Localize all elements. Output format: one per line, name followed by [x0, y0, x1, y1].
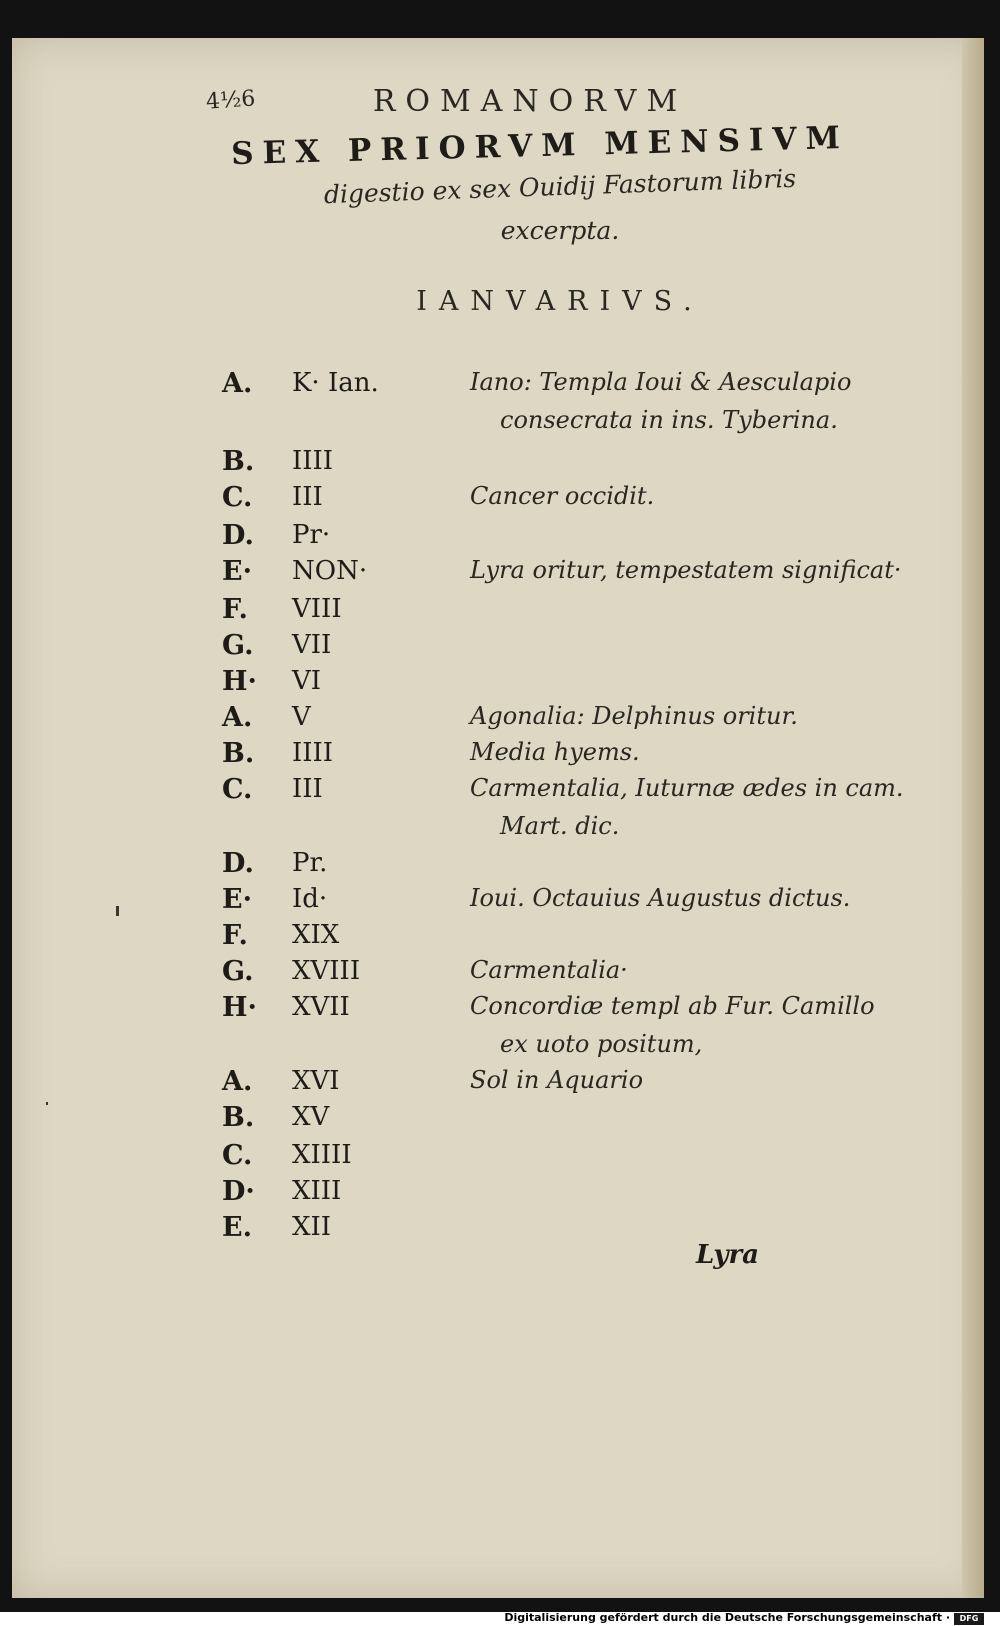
calendar-row	[0, 482, 972, 518]
roman-day: NON·	[292, 556, 368, 586]
calendar-row	[0, 556, 972, 592]
calendar-note: Cancer occidit.	[470, 482, 655, 510]
dominical-letter: D.	[222, 520, 254, 551]
dominical-letter: G.	[222, 630, 254, 661]
calendar-row	[0, 884, 972, 920]
calendar-row	[0, 1102, 972, 1138]
page-title-line-2: SEX PRIORVM MENSIVM	[230, 119, 850, 173]
roman-day: XIII	[292, 1176, 342, 1206]
dominical-letter: F.	[222, 920, 248, 951]
ink-speck	[46, 1102, 48, 1105]
dominical-letter: A.	[222, 1066, 253, 1097]
page-subtitle-line-2: excerpta.	[500, 216, 620, 245]
roman-day: IIII	[292, 738, 334, 768]
dominical-letter: E·	[222, 556, 252, 587]
calendar-row	[0, 1140, 972, 1176]
roman-day: XIIII	[292, 1140, 352, 1170]
ink-speck	[116, 906, 119, 916]
dominical-letter: C.	[222, 482, 253, 513]
dominical-letter: B.	[222, 1102, 255, 1133]
dominical-letter: A.	[222, 368, 253, 399]
calendar-note: Carmentalia·	[470, 956, 628, 984]
dominical-letter: F.	[222, 594, 248, 625]
calendar-note: Carmentalia, Iuturnæ ædes in cam.	[470, 774, 904, 802]
calendar-note: Media hyems.	[470, 738, 640, 766]
roman-day: Pr·	[292, 520, 331, 550]
roman-day: K· Ian.	[292, 368, 379, 398]
page-edge	[962, 38, 984, 1598]
roman-day: XVI	[292, 1066, 340, 1096]
dominical-letter: E·	[222, 884, 252, 915]
page-number: 4½6	[205, 86, 257, 115]
dominical-letter: A.	[222, 702, 253, 733]
roman-day: IIII	[292, 446, 334, 476]
digitization-footer	[0, 1612, 1000, 1626]
calendar-row	[0, 520, 972, 556]
calendar-note: Ioui. Octauius Augustus dictus.	[470, 884, 851, 912]
calendar-note: Iano: Templa Ioui & Aesculapio	[470, 368, 852, 396]
dominical-letter: B.	[222, 446, 255, 477]
dominical-letter: B.	[222, 738, 255, 769]
calendar-note-continuation: Mart. dic.	[500, 812, 620, 840]
roman-day: XIX	[292, 920, 340, 950]
calendar-note: Lyra oritur, tempestatem significat·	[470, 556, 902, 584]
roman-day: XVIII	[292, 956, 361, 986]
calendar-row	[0, 848, 972, 884]
calendar-row	[0, 368, 972, 434]
calendar-row	[0, 1176, 972, 1212]
dominical-letter: C.	[222, 774, 253, 805]
calendar-row	[0, 630, 972, 666]
calendar-row	[0, 1212, 972, 1248]
dominical-letter: H·	[222, 666, 257, 697]
roman-day: XVII	[292, 992, 350, 1022]
calendar-row	[0, 594, 972, 630]
calendar-row	[0, 446, 972, 482]
catchword: Lyra	[696, 1240, 760, 1270]
calendar-note-continuation: consecrata in ins. Tyberina.	[500, 406, 838, 434]
calendar-note-continuation: ex uoto positum,	[500, 1030, 703, 1058]
month-heading: IANVARIVS.	[416, 286, 704, 317]
page-subtitle-line-1: digestio ex sex Ouidij Fastorum libris	[323, 163, 797, 210]
calendar-note: Concordiæ templ ab Fur. Camillo	[470, 992, 875, 1020]
roman-day: VI	[292, 666, 322, 696]
calendar-row	[0, 666, 972, 702]
roman-day: VIII	[292, 594, 342, 624]
roman-day: XII	[292, 1212, 332, 1242]
calendar-row	[0, 774, 972, 840]
roman-day: Id·	[292, 884, 328, 914]
calendar-row	[0, 738, 972, 774]
dominical-letter: D.	[222, 848, 254, 879]
dominical-letter: D·	[222, 1176, 255, 1207]
dfg-logo: DFG	[954, 1613, 984, 1625]
footer-text: Digitalisierung gefördert durch die Deutsche Forschungsgemeinschaft ·	[504, 1611, 950, 1624]
roman-day: VII	[292, 630, 332, 660]
calendar-row	[0, 992, 972, 1058]
dominical-letter: C.	[222, 1140, 253, 1171]
calendar-note: Agonalia: Delphinus oritur.	[470, 702, 798, 730]
page-title-line-1: ROMANORVM	[372, 84, 688, 119]
calendar-row	[0, 702, 972, 738]
roman-day: V	[292, 702, 311, 732]
dominical-letter: H·	[222, 992, 257, 1023]
dominical-letter: E.	[222, 1212, 252, 1243]
roman-day: III	[292, 482, 323, 512]
roman-day: III	[292, 774, 323, 804]
calendar-note: Sol in Aquario	[470, 1066, 644, 1094]
calendar-row	[0, 1066, 972, 1102]
roman-day: Pr.	[292, 848, 328, 878]
dominical-letter: G.	[222, 956, 254, 987]
roman-day: XV	[292, 1102, 330, 1132]
calendar-row	[0, 920, 972, 956]
calendar-row	[0, 956, 972, 992]
